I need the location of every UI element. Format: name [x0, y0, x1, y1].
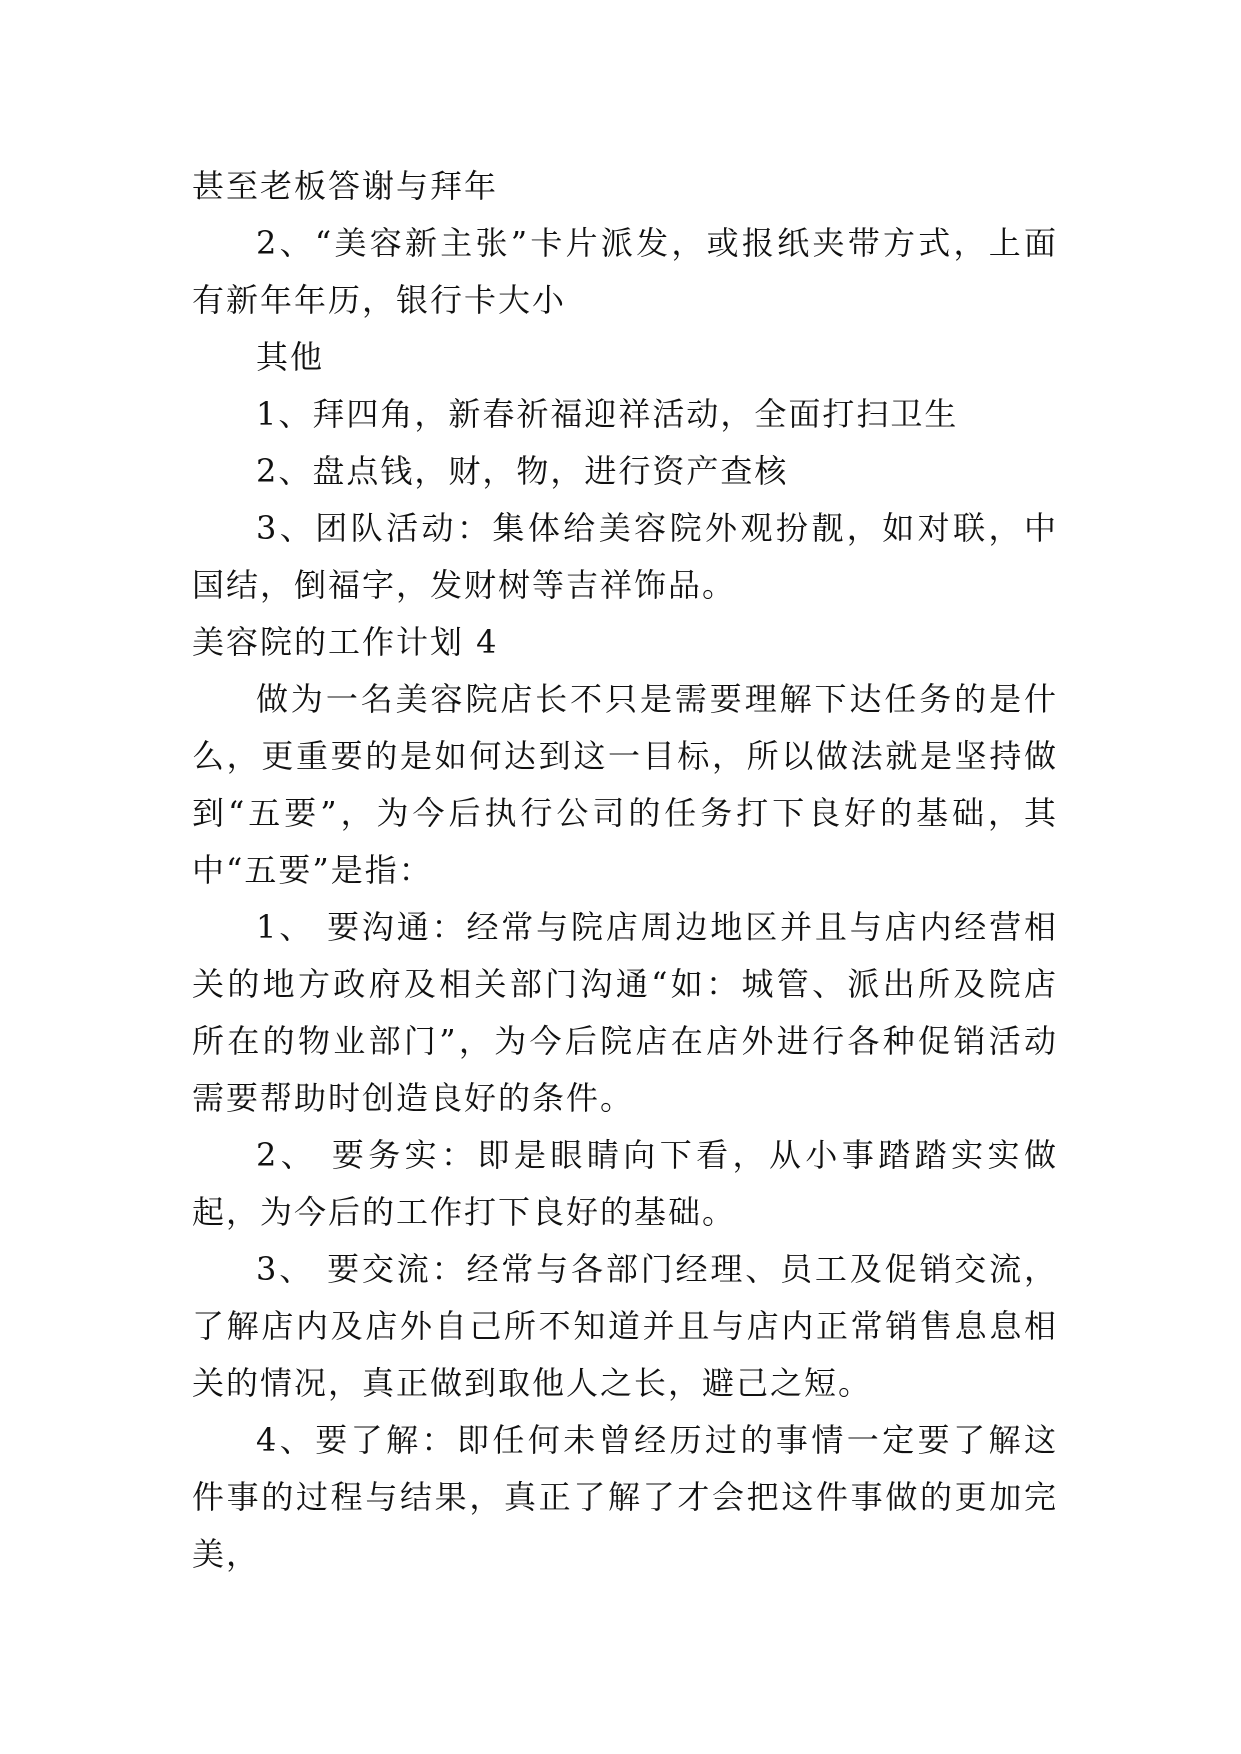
- section-heading-other: 其他: [256, 338, 325, 376]
- paragraph-five-musts-intro: 做为一名美容院店长不只是需要理解下达任务的是什么，更重要的是如何达到这一目标，所以做法就是坚持做到“五要”，为今后执行公司的任务打下良好的基础，其中“五要”是指：: [192, 680, 1058, 889]
- paragraph-card-distribution: 2、“美容新主张”卡片派发，或报纸夹带方式，上面有新年年历，银行卡大小: [192, 224, 1058, 319]
- list-item-exchange: 3、 要交流：经常与各部门经理、员工及促销交流，了解店内及店外自己所不知道并且与店内正常销售息息相关的情况，真正做到取他人之长，避己之短。: [192, 1250, 1058, 1402]
- section-title-plan-4: 美容院的工作计划 4: [192, 623, 499, 661]
- list-item-inventory: 2、盘点钱，财，物，进行资产查核: [256, 452, 789, 490]
- list-item-understand: 4、要了解：即任何未曾经历过的事情一定要了解这件事的过程与结果，真正了解了才会把这件事做的更加完美，: [192, 1421, 1058, 1573]
- list-item-practical: 2、 要务实：即是眼睛向下看，从小事踏踏实实做起，为今后的工作打下良好的基础。: [192, 1136, 1058, 1231]
- paragraph-greeting-continuation: 甚至老板答谢与拜年: [192, 167, 499, 205]
- list-item-team-activity: 3、团队活动：集体给美容院外观扮靓，如对联，中国结，倒福字，发财树等吉祥饰品。: [192, 509, 1058, 604]
- list-item-communicate: 1、 要沟通：经常与院店周边地区并且与店内经营相关的地方政府及相关部门沟通“如：城管、派出所及院店所在的物业部门”，为今后院店在店外进行各种促销活动需要帮助时创造良好的条件。: [192, 908, 1058, 1117]
- document-body: [192, 158, 1058, 1583]
- list-item-cleaning: 1、拜四角，新春祈福迎祥活动，全面打扫卫生: [256, 395, 959, 433]
